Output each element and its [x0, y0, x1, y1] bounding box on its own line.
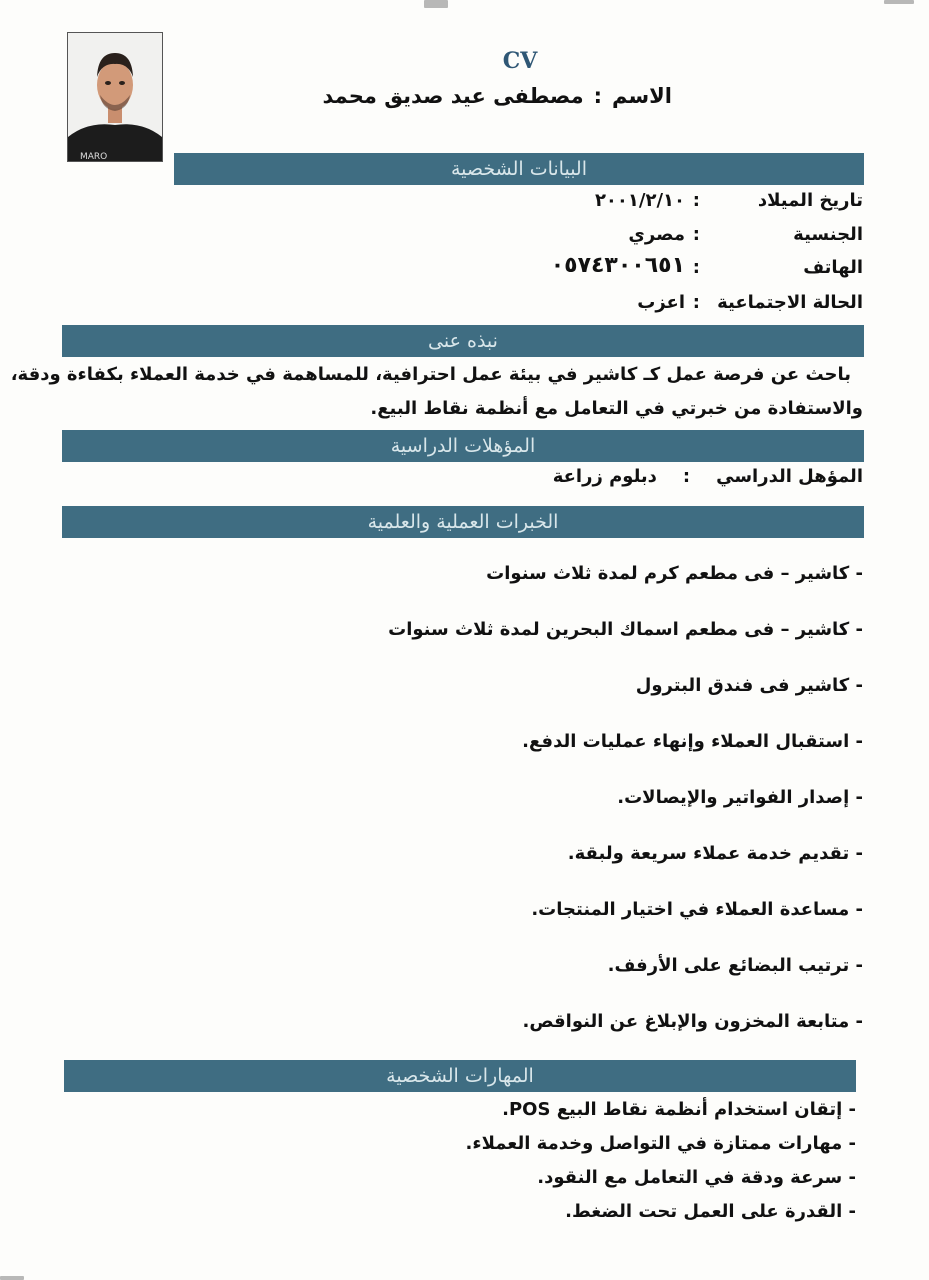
- personal-row-phone: [523, 253, 863, 283]
- about-line-1: باحث عن فرصة عمل كـ كاشير في بيئة عمل احترافية، للمساهمة في خدمة العملاء بكفاءة ودقة،: [10, 364, 851, 385]
- name-label: الاسم: [612, 84, 672, 108]
- scan-mark: [0, 1276, 24, 1280]
- marital-label: الحالة الاجتماعية: [717, 292, 863, 313]
- section-education: المؤهلات الدراسية: [62, 430, 864, 462]
- scan-mark: [424, 0, 448, 8]
- profile-photo: [67, 32, 163, 162]
- section-about: نبذه عنى: [62, 325, 864, 357]
- personal-row-nationality: [523, 224, 863, 250]
- experience-item: - متابعة المخزون والإبلاغ عن النواقص.: [522, 1011, 863, 1032]
- name-colon: :: [593, 84, 603, 108]
- birthdate-value: ٢٠٠١/٢/١٠: [594, 190, 685, 211]
- marital-value: اعزب: [637, 292, 685, 313]
- svg-text:MARO: MARO: [80, 152, 108, 161]
- education-value: دبلوم زراعة: [552, 466, 657, 487]
- experience-item: - تقديم خدمة عملاء سريعة ولبقة.: [567, 843, 863, 864]
- experience-item: - كاشير – فى مطعم كرم لمدة ثلاث سنوات: [486, 563, 863, 584]
- education-row: [553, 466, 863, 487]
- experience-item: - استقبال العملاء وإنهاء عمليات الدفع.: [522, 731, 863, 752]
- phone-label: الهاتف: [803, 257, 863, 278]
- about-line-2: والاستفادة من خبرتي في التعامل مع أنظمة نقاط البيع.: [370, 398, 863, 419]
- nationality-value: مصري: [628, 224, 685, 245]
- experience-item: - إصدار الفواتير والإيصالات.: [617, 787, 863, 808]
- section-experience: الخبرات العملية والعلمية: [62, 506, 864, 538]
- education-colon: :: [682, 466, 691, 487]
- personal-row-birthdate: [523, 190, 863, 216]
- experience-item: - ترتيب البضائع على الأرفف.: [607, 955, 863, 976]
- marital-colon: :: [692, 292, 700, 313]
- birthdate-colon: :: [692, 190, 700, 211]
- skill-item: - القدرة على العمل تحت الضغط.: [565, 1201, 856, 1222]
- skill-item: - سرعة ودقة في التعامل مع النقود.: [537, 1167, 856, 1188]
- phone-colon: :: [692, 257, 700, 278]
- name-value: مصطفى عيد صديق محمد: [322, 84, 584, 108]
- experience-item: - كاشير فى فندق البترول: [635, 675, 863, 696]
- section-skills: المهارات الشخصية: [64, 1060, 856, 1092]
- experience-item: - كاشير – فى مطعم اسماك البحرين لمدة ثلاث سنوات: [388, 619, 863, 640]
- nationality-colon: :: [692, 224, 700, 245]
- nationality-label: الجنسية: [793, 224, 863, 245]
- birthdate-label: تاريخ الميلاد: [757, 190, 863, 211]
- personal-row-marital: [523, 292, 863, 318]
- phone-value: ٠٥٧٤٣٠٠٦٥١: [550, 253, 685, 278]
- name-row: [323, 84, 672, 108]
- section-personal: البيانات الشخصية: [174, 153, 864, 185]
- cv-title: CV: [502, 48, 538, 74]
- scan-mark: [884, 0, 914, 4]
- skill-item: - إتقان استخدام أنظمة نقاط البيع POS.: [502, 1099, 856, 1120]
- experience-item: - مساعدة العملاء في اختيار المنتجات.: [531, 899, 863, 920]
- education-label: المؤهل الدراسي: [716, 466, 863, 487]
- skill-item: - مهارات ممتازة في التواصل وخدمة العملاء.: [465, 1133, 856, 1154]
